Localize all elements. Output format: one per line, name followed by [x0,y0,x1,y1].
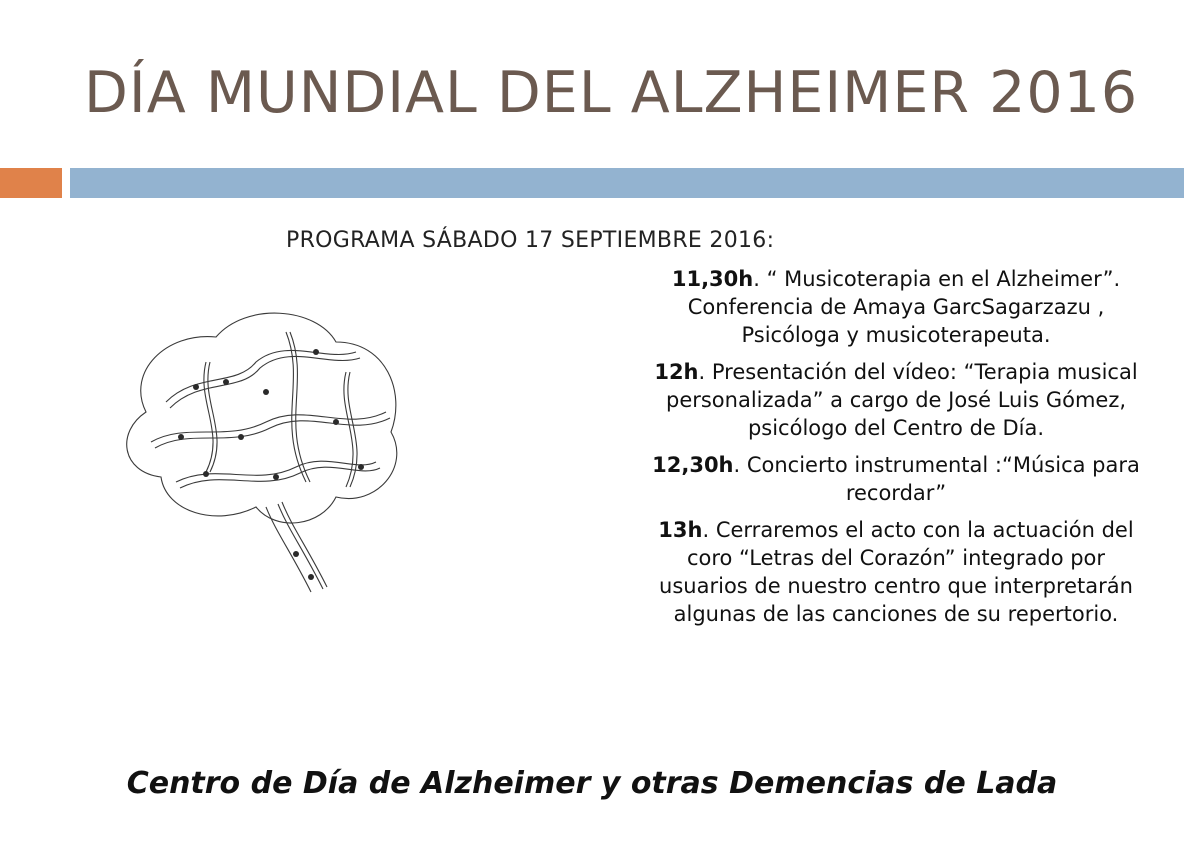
schedule-time: 13h [658,518,703,542]
schedule-text: . Concierto instrumental :“Música para recordar” [733,453,1140,505]
schedule-text: . Cerraremos el acto con la actuación del coro “Letras del Corazón” integrado por usuarios de nuestro centro que interpretarán algunas de las canciones de su repertorio. [659,518,1134,626]
schedule-time: 11,30h [671,267,754,291]
schedule-list [640,265,1152,637]
schedule-item [640,516,1152,628]
schedule-item [640,451,1152,507]
schedule-item [640,358,1152,442]
organizer-footer: Centro de Día de Alzheimer y otras Demencias de Lada [126,766,1058,801]
schedule-time: 12,30h [652,453,734,477]
page-title: DÍA MUNDIAL DEL ALZHEIMER 2016 [84,60,1139,126]
schedule-time: 12h [654,360,699,384]
accent-bar-blue [70,168,1184,198]
schedule-text: . “ Musicoterapia en el Alzheimer”. Conferencia de Amaya GarcSagarzazu , Psicóloga y musicoterapeuta. [687,267,1121,347]
schedule-item [640,265,1152,349]
brain-music-staff-icon [106,292,416,604]
accent-bar-orange [0,168,62,198]
schedule-text: . Presentación del vídeo: “Terapia musical personalizada” a cargo de José Luis Gómez, psicólogo del Centro de Día. [665,360,1138,440]
program-heading: PROGRAMA SÁBADO 17 SEPTIEMBRE 2016: [286,228,775,253]
